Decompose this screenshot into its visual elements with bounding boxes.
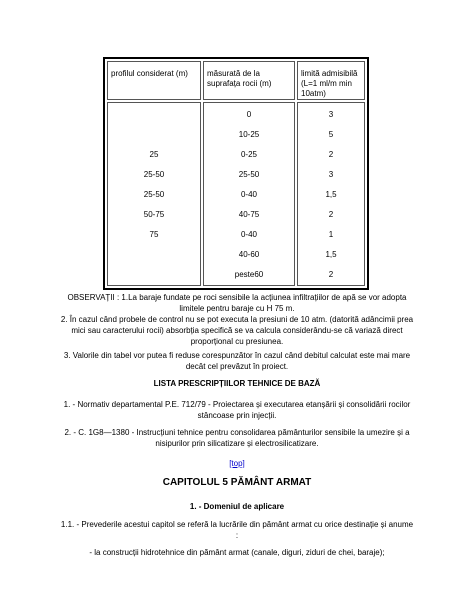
table-cell: 40-75 bbox=[238, 210, 260, 219]
table-cell: 1,5 bbox=[325, 250, 337, 259]
table-cell: 0-40 bbox=[240, 230, 257, 239]
observation-3: 3. Valorile din tabel vor putea fi reduse corespunzător în cazul când debitul calculat este mai mare decât cel prevăzut în proiect. bbox=[63, 351, 411, 371]
observation-2: 2. În cazul când probele de control nu se pot executa la presiuni de 10 atm. (datorită adâncimii prea mici sau caracterului rocii) absorbția specifică se va calcula considerându-se că variază direct proporțional cu presiunea. bbox=[60, 315, 414, 346]
table-cell: 1,5 bbox=[325, 190, 337, 199]
table-cell: 10-25 bbox=[238, 130, 260, 139]
table-col-limita bbox=[297, 102, 365, 286]
table-header-profil: profilul considerat (m) bbox=[107, 61, 201, 100]
table-cell: 3 bbox=[328, 170, 334, 179]
lista-heading: LISTA PRESCRIPȚIILOR TEHNICE DE BAZĂ bbox=[153, 379, 321, 388]
table-cell: 25 bbox=[149, 150, 159, 159]
table-header-limita: limită admisibilă (L=1 ml/m min 10atm) bbox=[297, 61, 365, 100]
observation-1: OBSERVAȚII : 1.La baraje fundate pe roci sensibile la acțiunea infiltrațiilor de apă se vor adopta limitele pentru baraje cu H 75 m. bbox=[67, 293, 407, 313]
table-cell: 0 bbox=[246, 110, 252, 119]
table-cell: 2 bbox=[328, 150, 334, 159]
chapter-title: CAPITOLUL 5 PĂMÂNT ARMAT bbox=[162, 477, 312, 488]
paragraph-1-2: - la construcții hidrotehnice din pământ armat (canale, diguri, ziduri de chei, baraje); bbox=[89, 548, 385, 557]
table-col-masurata bbox=[203, 102, 295, 286]
table-header-masurata: măsurată de la suprafața rocii (m) bbox=[203, 61, 295, 100]
table-cell: 1 bbox=[328, 230, 334, 239]
lista-item-2: 2. - C. 1G8—1380 - Instrucțiuni tehnice pentru consolidarea pământurilor sensibile la umezire și a nisipurilor prin silicatizare și electrosilicatizare. bbox=[64, 428, 410, 448]
table-cell: peste60 bbox=[234, 270, 264, 279]
limits-table bbox=[103, 57, 369, 290]
table-cell: 0-25 bbox=[240, 150, 257, 159]
table-cell: 2 bbox=[328, 270, 334, 279]
table-cell: 25-50 bbox=[238, 170, 260, 179]
table-cell: 40-60 bbox=[238, 250, 260, 259]
table-cell: 3 bbox=[328, 110, 334, 119]
paragraph-1-1: 1.1. - Prevederile acestui capitol se referă la lucrările din pământ armat cu orice destinație și anume : bbox=[60, 520, 414, 540]
top-link[interactable]: [top] bbox=[229, 459, 245, 468]
table-cell: 2 bbox=[328, 210, 334, 219]
table-cell: 25-50 bbox=[143, 190, 165, 199]
table-col-profil bbox=[107, 102, 201, 286]
table-cell: 0-40 bbox=[240, 190, 257, 199]
table-cell: 5 bbox=[328, 130, 334, 139]
table-cell: 75 bbox=[149, 230, 159, 239]
section-heading: 1. - Domeniul de aplicare bbox=[189, 502, 285, 511]
table-cell: 50-75 bbox=[143, 210, 165, 219]
lista-item-1: 1. - Normativ departamental P.E. 712/79 - Proiectarea și executarea etanșării și consolidării rocilor stâncoase prin injecții. bbox=[63, 400, 411, 420]
table-cell: 25-50 bbox=[143, 170, 165, 179]
top-link-container bbox=[0, 459, 474, 468]
